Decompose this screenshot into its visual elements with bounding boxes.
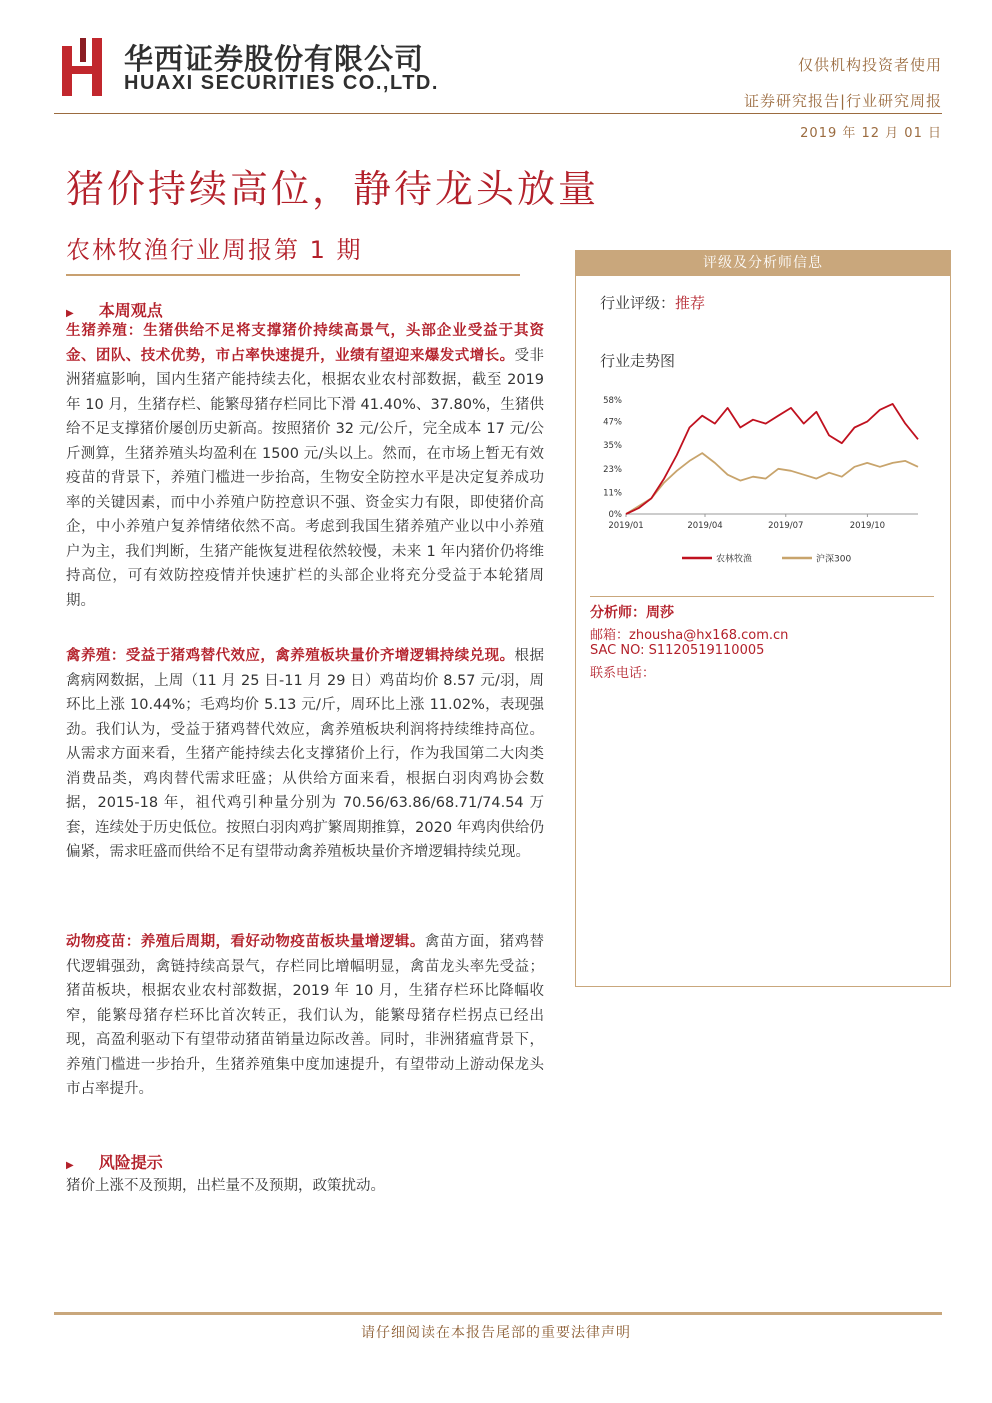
trend-chart-title: 行业走势图: [600, 352, 676, 370]
report-date: 2019 年 12 月 01 日: [800, 126, 942, 141]
company-name-cn: 华西证券股份有限公司: [124, 42, 425, 76]
section-heading-label: 风险提示: [98, 1153, 163, 1172]
section-view-heading: [66, 298, 163, 321]
triangle-bullet-icon: ▶: [66, 1160, 74, 1171]
pig-body: 受非洲猪瘟影响，国内生猪产能持续去化，根据农业农村部数据，截至 2019 年 10 月，生猪存栏、能繁母猪存栏同比下滑 41.40%、37.80%，生猪供给不足支撑猪价屡创历史新高。按照猪价 32 元/公斤，完全成本 17 元/公斤测算，生猪养殖头均盈利在 1500 元/头以上。然而，在市场上暂无有效疫苗的背景下，养殖门槛进一步抬高，生物安全防控水平是决定复养成功率的关键因素，而中小养殖户防控意识不强、资金实力有限，即使猪价高企，中小养殖户复养情绪依然不高。考虑到我国生猪养殖产业以中小养殖户为主，我们判断，生猪产能恢复进程依然较慢，未来 1 年内猪价仍将维持高位，可有效防控疫情并快速扩栏的头部企业将充分受益于本轮猪周期。: [66, 347, 544, 609]
legend-label: 沪深300: [816, 554, 852, 565]
y-tick-label: 11%: [603, 488, 622, 499]
panel-header: 评级及分析师信息: [575, 250, 951, 276]
industry-rating: [600, 292, 705, 313]
rating-value: 推荐: [675, 294, 706, 312]
company-name-en: HUAXI SECURITIES CO.,LTD.: [124, 72, 439, 94]
company-logo-icon: [62, 38, 108, 96]
x-tick-label: 2019/10: [849, 521, 886, 531]
legal-notice: 请仔细阅读在本报告尾部的重要法律声明: [361, 1325, 631, 1341]
y-tick-label: 47%: [603, 417, 622, 428]
series-line-industry: [626, 404, 918, 514]
analyst-phone: 联系电话：: [590, 666, 656, 681]
vaccine-lead: 动物疫苗：养殖后周期，看好动物疫苗板块量增逻辑。: [66, 934, 425, 950]
header-divider: [54, 113, 942, 114]
analyst-email: 邮箱：zhousha@hx168.com.cn: [590, 628, 789, 643]
triangle-bullet-icon: ▶: [66, 308, 74, 319]
pig-lead: 生猪养殖：生猪供给不足将支撑猪价持续高景气，头部企业受益于其资金、团队、技术优势，市占率快速提升，业绩有望迎来爆发式增长。: [66, 323, 544, 364]
vaccine-body: 禽苗方面，猪鸡替代逻辑强劲，禽链持续高景气，存栏同比增幅明显，禽苗龙头率先受益；猪苗板块，根据农业农村部数据，2019 年 10 月，生猪存栏环比降幅收窄，能繁母猪存栏环比首次转正，我们认为，能繁母猪存栏拐点已经出现，高盈利驱动下有望带动猪苗销量边际改善。同时，非洲猪瘟背景下，养殖门槛进一步抬升，生猪养殖集中度加速提升，有望带动上游动保龙头市占率提升。: [66, 934, 545, 1097]
legend-label: 农林牧渔: [716, 554, 753, 565]
y-tick-label: 35%: [603, 441, 622, 452]
subtitle-underline: [66, 274, 520, 276]
footer-divider: [54, 1312, 942, 1315]
x-tick-label: 2019/01: [608, 521, 644, 531]
report-subtitle: 农林牧渔行业周报第 1 期: [66, 236, 363, 264]
analyst-sac: SAC NO: S1120519110005: [590, 643, 765, 658]
x-tick-label: 2019/04: [687, 521, 723, 531]
report-title: 猪价持续高位，静待龙头放量: [66, 167, 600, 211]
rating-label: 行业评级：: [600, 294, 676, 312]
paragraph-vaccine: [66, 930, 544, 1102]
y-tick-label: 58%: [603, 396, 622, 406]
risk-text: 猪价上涨不及预期，出栏量不及预期，政策扰动。: [66, 1178, 385, 1194]
report-category: 证券研究报告|行业研究周报: [743, 92, 942, 110]
poultry-body: 根据禽病网数据，上周（11 月 25 日-11 月 29 日）鸡苗均价 8.57 元/羽，周环比上涨 10.44%；毛鸡均价 5.13 元/斤，周环比上涨 11.02%，表现强劲。我们认为，受益于猪鸡替代效应，禽养殖板块利润将持续维持高位。从需求方面来看，生猪产能持续去化支撑猪价上行，作为我国第二大肉类消费品类，鸡肉替代需求旺盛；从供给方面来看，根据白羽肉鸡协会数据，2015-18 年，祖代鸡引种量分别为 70.56/63.86/68.71/74.54 万套，连续处于历史低位。按照白羽肉鸡扩繁周期推算，2020 年鸡肉供给仍偏紧，需求旺盛而供给不足有望带动禽养殖板块量价齐增逻辑持续兑现。: [66, 648, 544, 860]
analyst-name: 分析师：周莎: [590, 605, 674, 621]
x-tick-label: 2019/07: [768, 521, 804, 531]
y-tick-label: 23%: [603, 464, 622, 475]
section-heading-label: 本周观点: [98, 301, 163, 320]
industry-trend-chart: [596, 388, 936, 573]
paragraph-poultry: [66, 644, 544, 865]
section-risk-heading: [66, 1150, 163, 1173]
series-line-hs300: [626, 453, 918, 514]
paragraph-pig: [66, 319, 544, 613]
poultry-lead: 禽养殖：受益于猪鸡替代效应，禽养殖板块量价齐增逻辑持续兑现。: [66, 648, 515, 664]
audience-note: 仅供机构投资者使用: [797, 56, 942, 74]
analyst-divider: [590, 596, 934, 597]
y-tick-label: 0%: [608, 510, 622, 520]
